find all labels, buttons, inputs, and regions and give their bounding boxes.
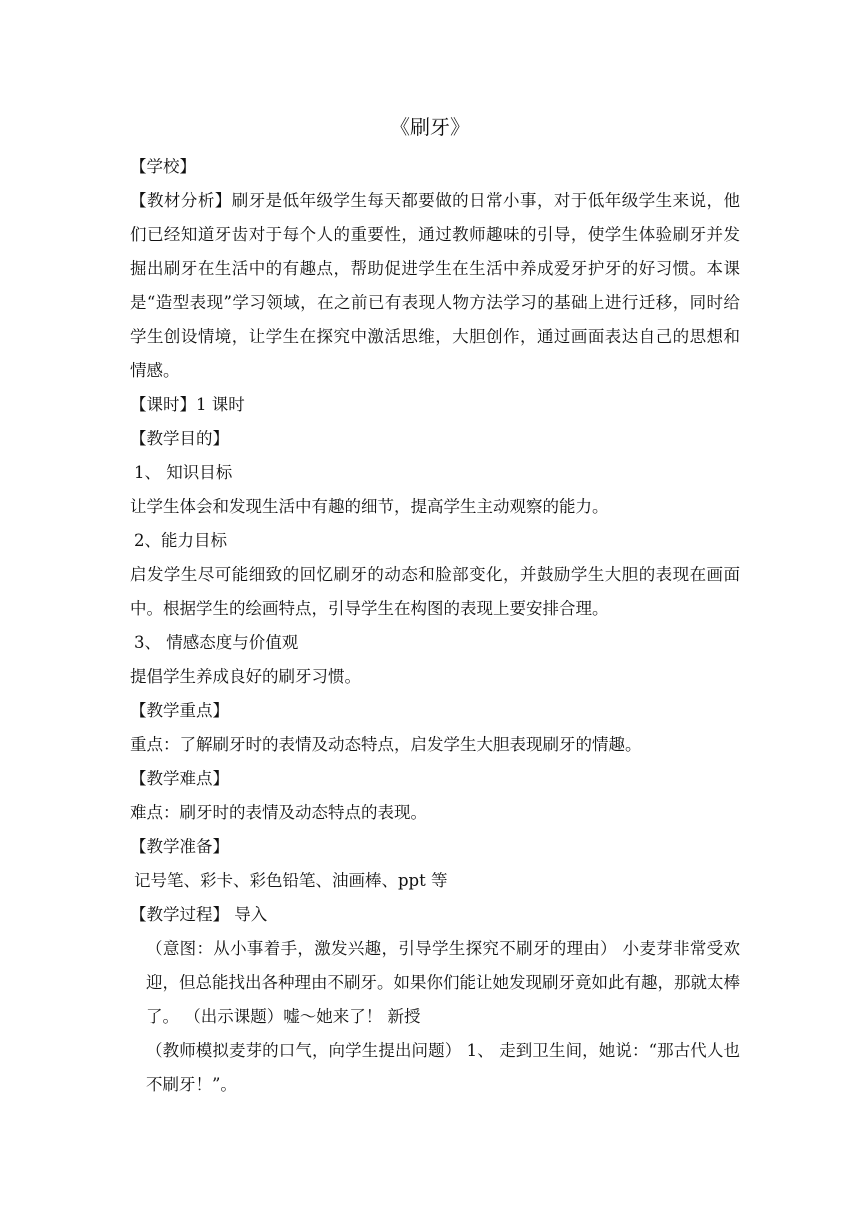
objective-attitude-text: 提倡学生养成良好的刷牙习惯。 (130, 667, 361, 686)
section-key-points: 【教学重点】 (130, 701, 229, 720)
objective-knowledge-heading: 1、 知识目标 (134, 463, 233, 482)
objective-ability-text: 启发学生尽可能细致的回忆刷牙的动态和脸部变化，并鼓励学生大胆的表现在画面中。根据学生的绘画特点，引导学生在构图的表现上要安排合理。 (130, 565, 740, 618)
key-points-text: 重点：了解刷牙时的表情及动态特点，启发学生大胆表现刷牙的情趣。 (130, 735, 642, 754)
objective-attitude-heading: 3、 情感态度与价值观 (134, 633, 299, 652)
difficulties-text: 难点：刷牙时的表情及动态特点的表现。 (130, 803, 427, 822)
section-class-hours: 【课时】1 课时 (130, 395, 245, 414)
process-new-lesson-text: （教师模拟麦芽的口气，向学生提出问题） 1、 走到卫生间，她说：“那古代人也不刷牙！”。 (146, 1041, 740, 1094)
process-intro-text: （意图：从小事着手，激发兴趣，引导学生探究不刷牙的理由） 小麦芽非常受欢迎，但总能找出各种理由不刷牙。如果你们能让她发现刷牙竟如此有趣，那就太棒了。 （出示课题）嘘～她来了！ 新授 (146, 939, 740, 1026)
section-difficulties: 【教学难点】 (130, 769, 229, 788)
section-school: 【学校】 (130, 157, 196, 176)
document-body (130, 150, 740, 1102)
objective-knowledge-text: 让学生体会和发现生活中有趣的细节，提高学生主动观察的能力。 (130, 497, 609, 516)
document-title: 《刷牙》 (390, 115, 470, 139)
preparation-text: 记号笔、彩卡、彩色铅笔、油画棒、ppt 等 (134, 871, 448, 890)
section-material-analysis: 【教材分析】刷牙是低年级学生每天都要做的日常小事，对于低年级学生来说，他们已经知道牙齿对于每个人的重要性，通过教师趣味的引导，使学生体验刷牙并发掘出刷牙在生活中的有趣点，帮助促进学生在生活中养成爱牙护牙的好习惯。本课是“造型表现”学习领域，在之前已有表现人物方法学习的基础上进行迁移，同时给学生创设情境，让学生在探究中激活思维，大胆创作，通过画面表达自己的思想和情感。 (130, 191, 740, 380)
section-teaching-objectives: 【教学目的】 (130, 429, 229, 448)
objective-ability-heading: 2、能力目标 (134, 531, 227, 550)
section-preparation: 【教学准备】 (130, 837, 229, 856)
section-teaching-process: 【教学过程】 导入 (130, 905, 268, 924)
